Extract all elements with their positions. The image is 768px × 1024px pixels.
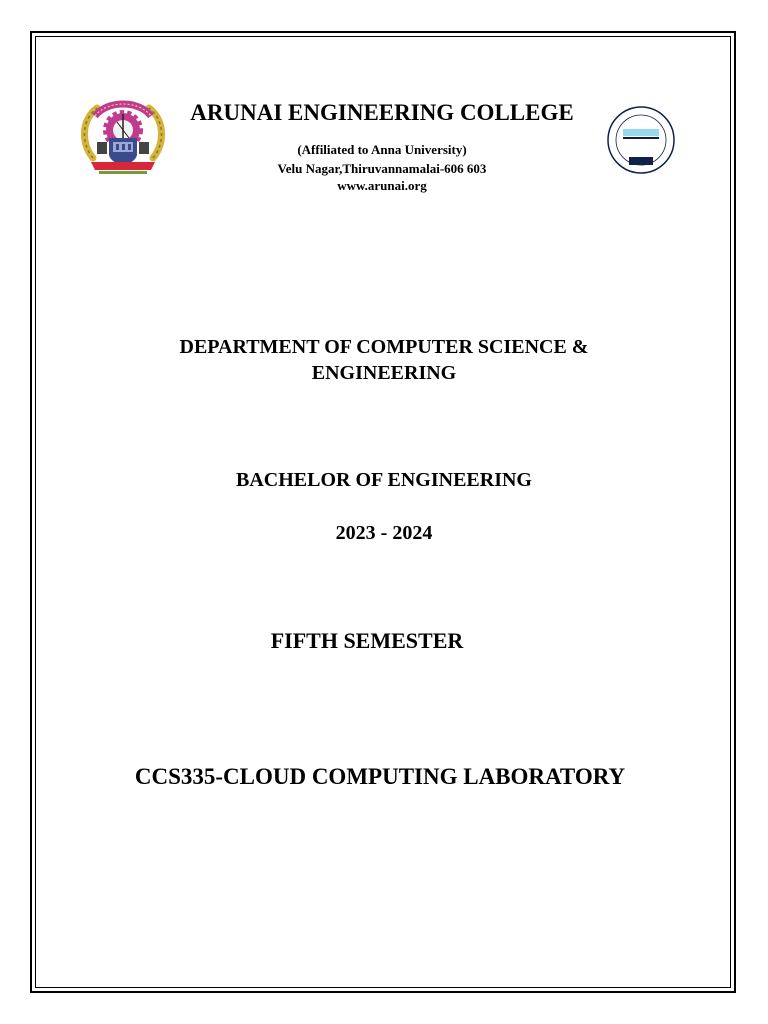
degree-title: BACHELOR OF ENGINEERING: [236, 469, 532, 491]
department-title-line-2: ENGINEERING: [311, 362, 457, 384]
address-text: Velu Nagar,Thiruvannamalai-606 603: [277, 161, 487, 176]
college-name: ARUNAI ENGINEERING COLLEGE: [190, 100, 574, 125]
department-title-line-1: DEPARTMENT OF COMPUTER SCIENCE &: [179, 336, 589, 358]
course-title: CCS335-CLOUD COMPUTING LABORATORY: [134, 764, 626, 789]
semester-title: FIFTH SEMESTER: [270, 628, 464, 653]
affiliation-text: (Affiliated to Anna University): [297, 142, 467, 157]
academic-year: 2023 - 2024: [335, 522, 433, 544]
website-link[interactable]: www.arunai.org: [337, 178, 427, 193]
